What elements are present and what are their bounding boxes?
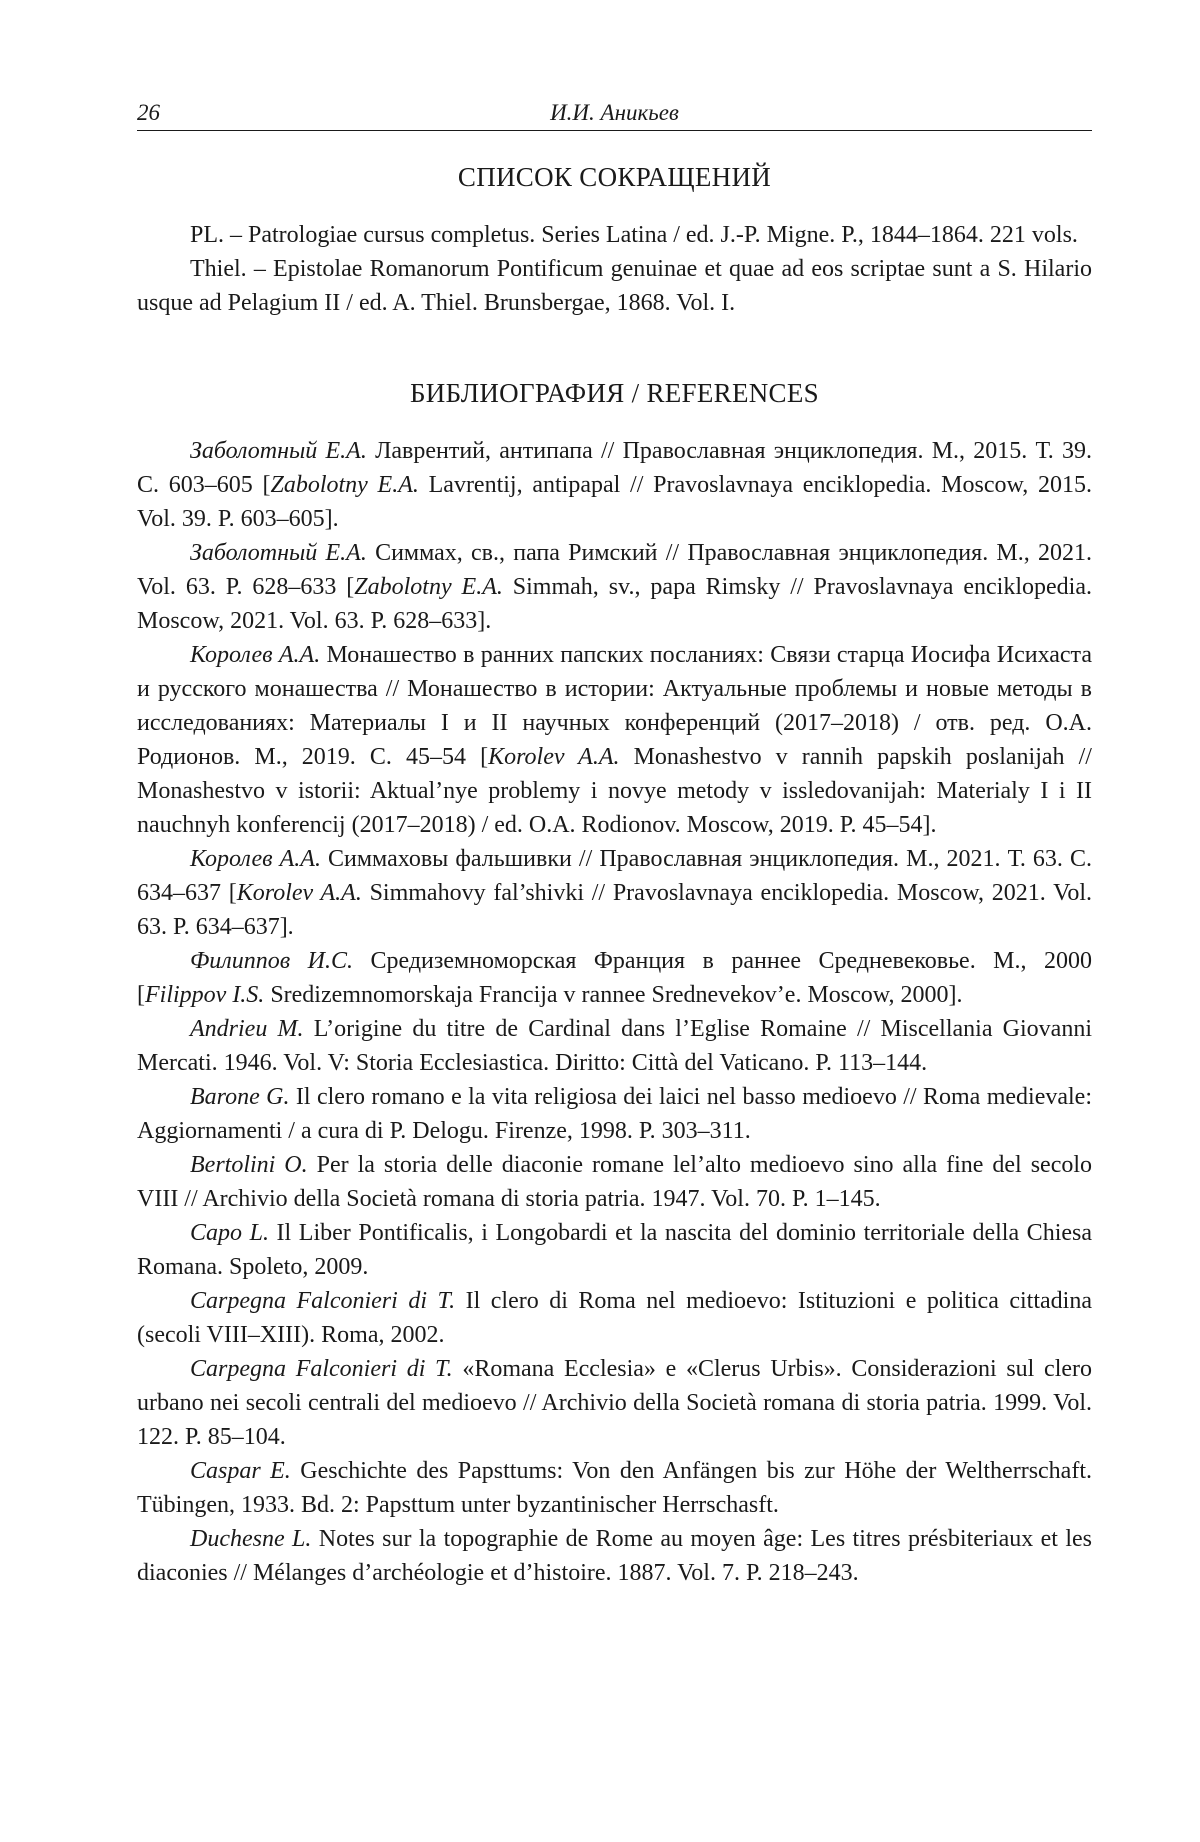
- reference-author: Королев А.А.: [190, 846, 321, 872]
- reference-author: Филиппов И.С.: [190, 948, 353, 974]
- reference-text: Монашество в ранних папских посланиях: Связи старца Иосифа Исихаста и русского монашества // Монашество в истории: Актуальные проблемы и новые методы в исследованиях: Материалы I и II научных конференций (2017–2018) / отв. ред. О.А. Родионов. М., 2019. С. 45–54 [: [137, 642, 1092, 770]
- reference-translit-text: Simmah, sv., papa Rimsky // Pravoslavnaya enciklopedia. Moscow, 2021. Vol. 63. P. 628–633].: [137, 574, 1092, 634]
- reference-author: Carpegna Falconieri di T.: [190, 1288, 455, 1314]
- abbreviation-entry: Thiel. – Epistolae Romanorum Pontificum genuinae et quae ad eos scriptae sunt a S. Hilario usque ad Pelagium II / ed. A. Thiel. Brunsbergae, 1868. Vol. I.: [137, 252, 1092, 320]
- references-heading: БИБЛИОГРАФИЯ / REFERENCES: [137, 376, 1092, 410]
- reference-author: Capo L.: [190, 1220, 269, 1246]
- reference-entry: [137, 1012, 1092, 1080]
- reference-translit-author: Filippov I.S.: [145, 982, 264, 1008]
- reference-translit-text: Lavrentij, antipapal // Pravoslavnaya enciklopedia. Moscow, 2015. Vol. 39. P. 603–605].: [137, 472, 1092, 532]
- reference-translit-text: Simmahovy fal’shivki // Pravoslavnaya enciklopedia. Moscow, 2021. Vol. 63. P. 634–637].: [137, 880, 1092, 940]
- running-head-author: И.И. Аникьев: [137, 96, 1092, 130]
- reference-translit-author: Zabolotny E.A.: [270, 472, 418, 498]
- reference-text: Симмах, св., папа Римский // Православная энциклопедия. М., 2021. Vol. 63. P. 628–633 [: [137, 540, 1092, 600]
- reference-entry: [137, 638, 1092, 842]
- reference-entry: [137, 944, 1092, 1012]
- reference-entry: [137, 1454, 1092, 1522]
- reference-author: Carpegna Falconieri di T.: [190, 1356, 453, 1382]
- reference-text: Il clero di Roma nel medioevo: Istituzioni e politica cittadina (secoli VIII–XIII). Roma, 2002.: [137, 1288, 1092, 1348]
- reference-translit-author: Zabolotny E.A.: [354, 574, 503, 600]
- reference-text: Il clero romano e la vita religiosa dei laici nel basso medioevo // Roma medievale: Aggiornamenti / a cura di P. Delogu. Firenze, 1998. P. 303–311.: [137, 1084, 1092, 1144]
- running-header: [137, 96, 1092, 131]
- reference-translit-text: Monashestvo v rannih papskih poslanijah // Monashestvo v istorii: Aktual’nye problemy i novye metody v issledovanijah: Materialy I i II nauchnyh konferencij (2017–2018) / ed. O.A. Rodionov. Moscow, 2019. P. 45–54].: [137, 744, 1092, 838]
- reference-entry: [137, 1080, 1092, 1148]
- book-page: [137, 96, 1092, 1590]
- reference-entry: [137, 842, 1092, 944]
- reference-author: Заболотный Е.А.: [190, 540, 367, 566]
- reference-translit-author: Korolev A.A.: [237, 880, 362, 906]
- reference-entry: [137, 1352, 1092, 1454]
- reference-text: Симмаховы фальшивки // Православная энциклопедия. М., 2021. Т. 63. С. 634–637 [: [137, 846, 1092, 906]
- reference-translit-text: Sredizemnomorskaja Francija v rannee Srednevekov’e. Moscow, 2000].: [264, 982, 962, 1008]
- reference-text: Il Liber Pontificalis, i Longobardi et la nascita del dominio territoriale della Chiesa Romana. Spoleto, 2009.: [137, 1220, 1092, 1280]
- reference-author: Заболотный Е.А.: [190, 438, 367, 464]
- reference-text: L’origine du titre de Cardinal dans l’Eglise Romaine // Miscellania Giovanni Mercati. 1946. Vol. V: Storia Ecclesiastica. Diritto: Città del Vaticano. P. 113–144.: [137, 1016, 1092, 1076]
- references-list: [137, 434, 1092, 1590]
- reference-author: Barone G.: [190, 1084, 290, 1110]
- reference-author: Bertolini O.: [190, 1152, 308, 1178]
- abbreviation-entry: PL. – Patrologiae cursus completus. Series Latina / ed. J.-P. Migne. P., 1844–1864. 221 vols.: [137, 218, 1092, 252]
- reference-author: Caspar E.: [190, 1458, 291, 1484]
- reference-author: Andrieu M.: [190, 1016, 304, 1042]
- reference-text: Средиземноморская Франция в раннее Средневековье. М., 2000 [: [137, 948, 1092, 1008]
- reference-entry: [137, 434, 1092, 536]
- reference-entry: [137, 1522, 1092, 1590]
- reference-author: Королев А.А.: [190, 642, 320, 668]
- abbreviations-heading: СПИСОК СОКРАЩЕНИЙ: [137, 160, 1092, 194]
- reference-text: Per la storia delle diaconie romane lel’alto medioevo sino alla fine del secolo VIII // Archivio della Società romana di storia patria. 1947. Vol. 70. P. 1–145.: [137, 1152, 1092, 1212]
- reference-translit-author: Korolev A.A.: [488, 744, 619, 770]
- reference-text: Geschichte des Papsttums: Von den Anfängen bis zur Höhe der Weltherrschaft. Tübingen, 1933. Bd. 2: Papsttum unter byzantinischer Herrschasft.: [137, 1458, 1092, 1518]
- reference-text: Notes sur la topographie de Rome au moyen âge: Les titres présbiteriaux et les diaconies // Mélanges d’archéologie et d’histoire. 1887. Vol. 7. P. 218–243.: [137, 1526, 1092, 1586]
- reference-entry: [137, 1284, 1092, 1352]
- abbreviations-list: [137, 218, 1092, 320]
- reference-text: Лаврентий, антипапа // Православная энциклопедия. М., 2015. Т. 39. С. 603–605 [: [137, 438, 1092, 498]
- reference-entry: [137, 536, 1092, 638]
- page-number: 26: [137, 96, 160, 130]
- reference-author: Duchesne L.: [190, 1526, 311, 1552]
- reference-text: «Romana Ecclesia» e «Clerus Urbis». Considerazioni sul clero urbano nei secoli centrali del medioevo // Archivio della Società romana di storia patria. 1999. Vol. 122. P. 85–104.: [137, 1356, 1092, 1450]
- reference-entry: [137, 1148, 1092, 1216]
- reference-entry: [137, 1216, 1092, 1284]
